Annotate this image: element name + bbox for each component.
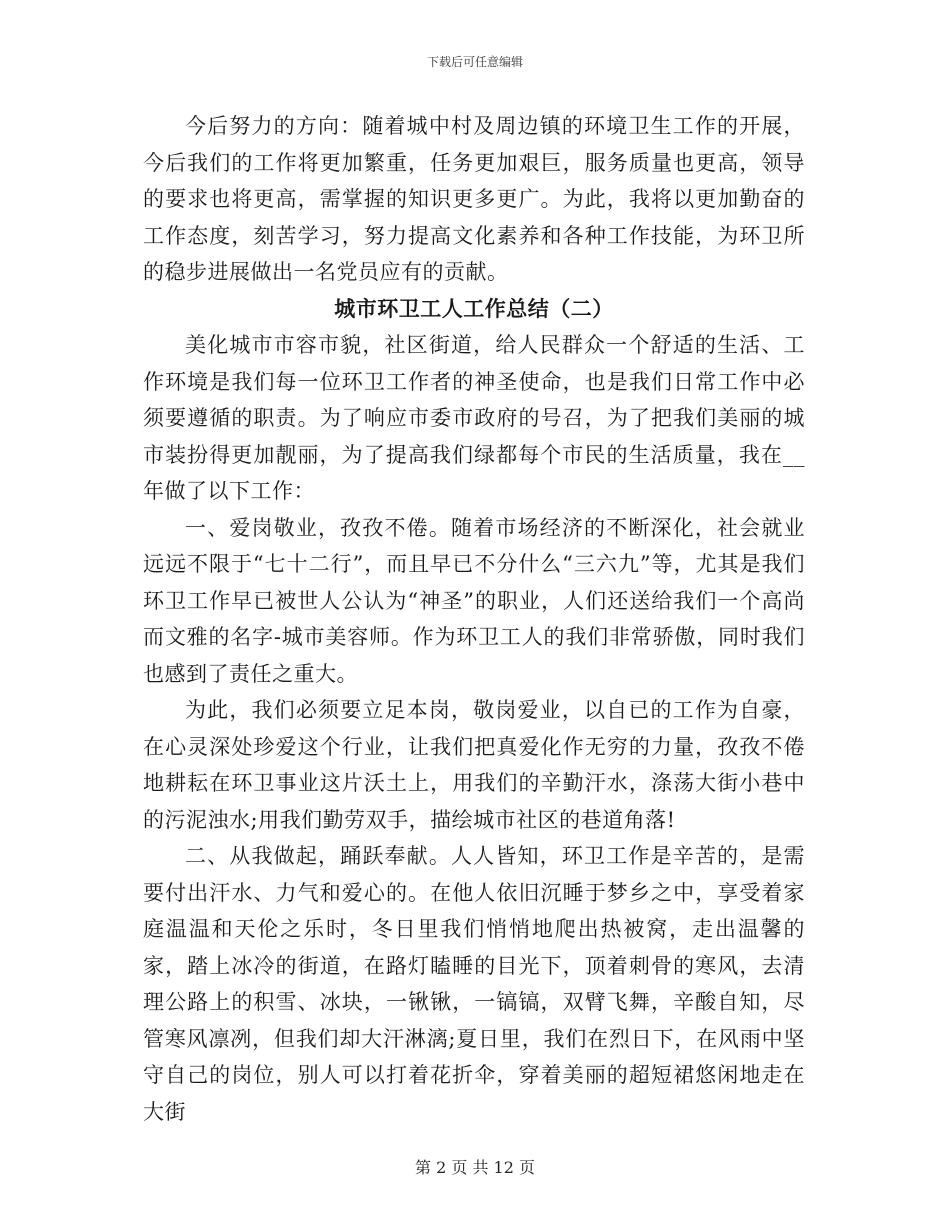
paragraph-point-two: 二、从我做起，踊跃奉献。人人皆知，环卫工作是辛苦的，是需要付出汗水、力气和爱心的。在他人依旧沉睡于梦乡之中，享受着家庭温温和天伦之乐时，冬日里我们悄悄地爬出热被窝，走出温馨的家，踏上冰冷的街道，在路灯瞌睡的目光下，顶着刺骨的寒风，去清理公路上的积雪、冰块，一锹锹，一镐镐，双臂飞舞，辛酸自知，尽管寒风凛冽，但我们却大汗淋漓;夏日里，我们在烈日下，在风雨中坚守自己的岗位，别人可以打着花折伞，穿着美丽的超短裙悠闲地走在大街 bbox=[143, 844, 805, 1124]
section-title: 城市环卫工人工作总结（二） bbox=[334, 295, 614, 321]
document-body bbox=[143, 108, 805, 1130]
paragraph-point-one: 一、爱岗敬业，孜孜不倦。随着市场经济的不断深化，社会就业远远不限于“七十二行”，而且早已不分什么“三六九”等，尤其是我们环卫工作早已被世人公认为“神圣”的职业，人们还送给我们一个高尚而文雅的名字-城市美容师。作为环卫工人的我们非常骄傲，同时我们也感到了责任之重大。 bbox=[143, 515, 805, 686]
page-number: 第 2 页 共 12 页 bbox=[415, 1158, 535, 1177]
page-header-note: 下载后可任意编辑 bbox=[426, 55, 523, 69]
paragraph-point-one-continued: 为此，我们必须要立足本岗，敬岗爱业，以自已的工作为自豪，在心灵深处珍爱这个行业，让我们把真爱化作无穷的力量，孜孜不倦地耕耘在环卫事业这片沃土上，用我们的辛勤汗水，涤荡大街小巷中的污泥浊水;用我们勤劳双手，描绘城市社区的巷道角落! bbox=[143, 698, 805, 832]
paragraph-intro: 美化城市市容市貌，社区街道，给人民群众一个舒适的生活、工作环境是我们每一位环卫工作者的神圣使命，也是我们日常工作中必须要遵循的职责。为了响应市委市政府的号召，为了把我们美丽的城市装扮得更加靓丽，为了提高我们绿都每个市民的生活质量，我在__年做了以下工作： bbox=[143, 333, 805, 503]
paragraph-future-direction: 今后努力的方向：随着城中村及周边镇的环境卫生工作的开展，今后我们的工作将更加繁重，任务更加艰巨，服务质量也更高，领导的要求也将更高，需掌握的知识更多更广。为此，我将以更加勤奋的工作态度，刻苦学习，努力提高文化素养和各种工作技能，为环卫所的稳步进展做出一名党员应有的贡献。 bbox=[143, 114, 805, 284]
